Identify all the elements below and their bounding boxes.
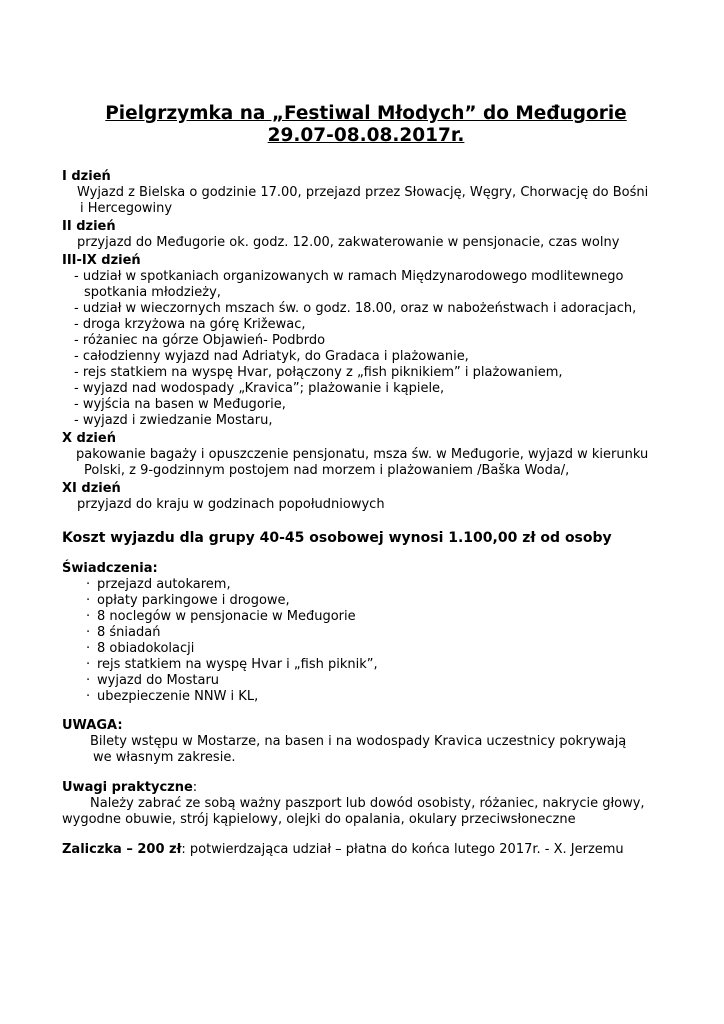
activity-item: - udział w wieczornych mszach św. o godz. 18.00, oraz w nabożeństwach i adoracjach, xyxy=(74,301,637,316)
document-page xyxy=(62,103,662,858)
practical-section xyxy=(62,780,662,828)
practical-heading-line xyxy=(62,780,662,796)
activity-item: - wyjazd i zwiedzanie Mostaru, xyxy=(74,413,273,428)
activity-item: - rejs statkiem na wyspę Hvar, połączony z „fish piknikiem” i plażowaniem, xyxy=(74,365,563,380)
service-item: · wyjazd do Mostaru xyxy=(86,673,220,688)
bullet-icon: · xyxy=(86,673,91,688)
practical-heading: Uwagi praktyczne xyxy=(62,780,193,795)
day-11-section xyxy=(62,481,662,513)
bullet-icon: · xyxy=(86,641,91,656)
warning-heading: UWAGA: xyxy=(62,718,123,733)
warning-section xyxy=(62,718,662,766)
bullet-icon: · xyxy=(86,609,91,624)
activity-item: - wyjścia na basen w Međugorie, xyxy=(74,397,286,412)
activity-item: - wyjazd nad wodospady „Kravica”; plażowanie i kąpiele, xyxy=(74,381,445,396)
service-item: · 8 noclegów w pensjonacie w Međugorie xyxy=(86,609,356,624)
day-heading: III-IX dzień xyxy=(62,253,141,268)
bullet-icon: · xyxy=(86,593,91,608)
service-item: · przejazd autokarem, xyxy=(86,577,231,592)
deposit-label: Zaliczka – 200 zł xyxy=(62,842,182,857)
activity-item: - różaniec na górze Objawień- Podbrdo xyxy=(74,333,326,348)
service-item: · rejs statkiem na wyspę Hvar i „fish piknik”, xyxy=(86,657,378,672)
practical-text-line: Należy zabrać ze sobą ważny paszport lub dowód osobisty, różaniec, nakrycie głowy, xyxy=(90,796,645,811)
practical-colon: : xyxy=(192,780,198,795)
day-text-line: Polski, z 9-godzinnym postojem nad morzem i plażowaniem /Baška Woda/, xyxy=(84,463,570,478)
day-2-section xyxy=(62,219,662,251)
activity-item: - udział w spotkaniach organizowanych w ramach Międzynarodowego modlitewnego xyxy=(74,269,624,284)
bullet-icon: · xyxy=(86,625,91,640)
activity-item: spotkania młodzieży, xyxy=(84,285,221,300)
day-1-section xyxy=(62,169,662,217)
activity-item: - droga krzyżowa na górę Križewac, xyxy=(74,317,306,332)
services-heading: Świadczenia: xyxy=(62,561,158,576)
service-item: · 8 obiadokolacji xyxy=(86,641,195,656)
day-text-line: przyjazd do kraju w godzinach popołudniowych xyxy=(77,497,385,512)
day-heading: X dzień xyxy=(62,431,116,446)
day-heading: I dzień xyxy=(62,169,111,184)
service-item: · 8 śniadań xyxy=(86,625,161,640)
bullet-icon: · xyxy=(86,689,91,704)
day-heading: XI dzień xyxy=(62,481,121,496)
day-3-9-section xyxy=(62,253,662,429)
activity-item: - całodzienny wyjazd nad Adriatyk, do Gradaca i plażowanie, xyxy=(74,349,469,364)
day-text-line: pakowanie bagaży i opuszczenie pensjonatu, msza św. w Međugorie, wyjazd w kierunku xyxy=(76,447,649,462)
practical-text-line: wygodne obuwie, strój kąpielowy, olejki do opalania, okulary przeciwsłoneczne xyxy=(62,812,576,827)
document-title: Pielgrzymka na „Festiwal Młodych” do Međugorie xyxy=(105,103,627,124)
deposit-section xyxy=(62,842,662,858)
service-item: · opłaty parkingowe i drogowe, xyxy=(86,593,290,608)
deposit-text: : potwierdzająca udział – płatna do końca lutego 2017r. - X. Jerzemu xyxy=(181,842,624,857)
service-item: · ubezpieczenie NNW i KL, xyxy=(86,689,259,704)
title-block xyxy=(70,103,662,147)
bullet-icon: · xyxy=(86,657,91,672)
day-heading: II dzień xyxy=(62,219,116,234)
day-text-line: i Hercegowiny xyxy=(80,201,173,216)
day-10-section xyxy=(62,431,662,479)
warning-text-line: Bilety wstępu w Mostarze, na basen i na wodospady Kravica uczestnicy pokrywają xyxy=(90,734,627,749)
bullet-icon: · xyxy=(86,577,91,592)
document-dates: 29.07-08.08.2017r. xyxy=(267,125,465,146)
services-section xyxy=(62,561,662,705)
day-text-line: przyjazd do Međugorie ok. godz. 12.00, zakwaterowanie w pensjonacie, czas wolny xyxy=(77,235,620,250)
trip-cost: Koszt wyjazdu dla grupy 40-45 osobowej wynosi 1.100,00 zł od osoby xyxy=(62,530,612,546)
day-text-line: Wyjazd z Bielska o godzinie 17.00, przejazd przez Słowację, Węgry, Chorwację do Bośni xyxy=(77,185,649,200)
warning-text-line: we własnym zakresie. xyxy=(93,750,236,765)
